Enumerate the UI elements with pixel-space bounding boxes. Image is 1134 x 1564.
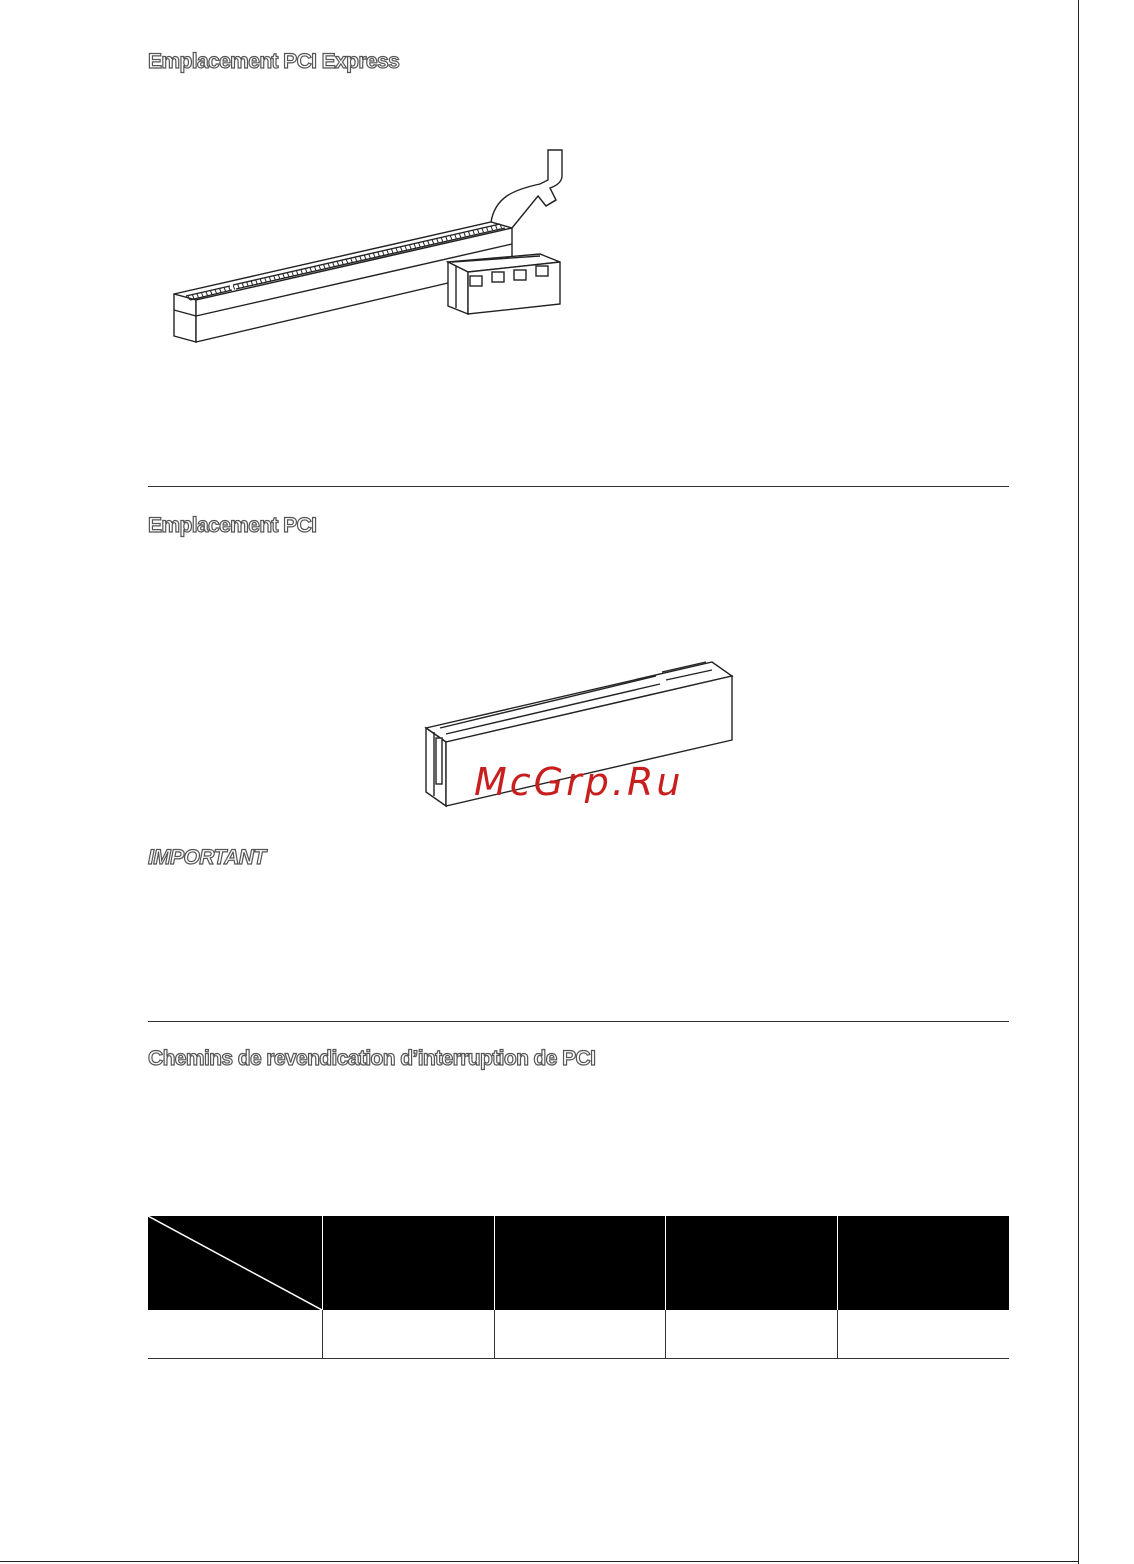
table-cell [148,1310,323,1359]
table-cell [666,1310,838,1359]
irq-section-title: Chemins de revendication d’interruption de PCI [148,1047,596,1070]
table-header-cell [323,1216,495,1310]
table-cell [323,1310,495,1359]
table-header-cell [837,1216,1009,1310]
table-row [148,1310,1009,1359]
pci-section-title: Emplacement PCI [148,514,317,537]
table-corner-cell [148,1216,323,1310]
pcie-section-title: Emplacement PCI Express [148,50,400,73]
table-header-row [148,1216,1009,1310]
section-divider [148,1021,1009,1022]
table-cell [837,1310,1009,1359]
table-cell [494,1310,666,1359]
table-header-cell [494,1216,666,1310]
important-title: IMPORTANT [148,846,266,869]
diagonal-divider [148,1216,322,1310]
table-header-cell [666,1216,838,1310]
irq-routing-table [148,1216,1009,1359]
watermark: McGrp.Ru [474,760,684,804]
